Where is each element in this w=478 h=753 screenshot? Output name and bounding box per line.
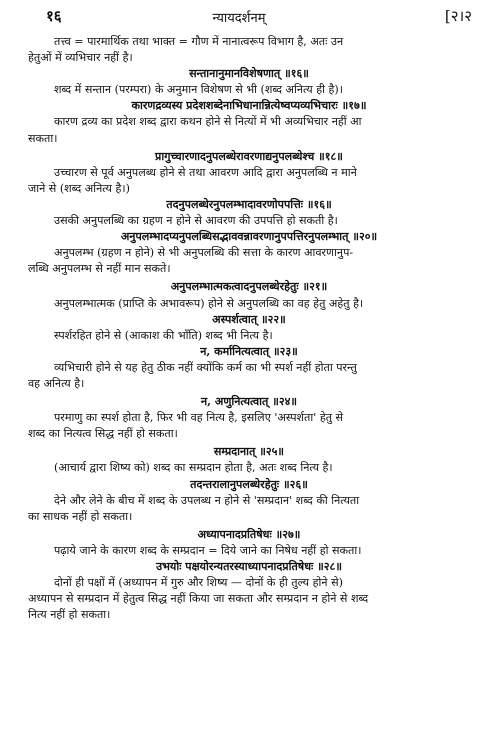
text-line: वह अनित्य है।	[28, 376, 85, 390]
text-line: सकता।	[28, 131, 58, 145]
sutra-heading: अध्यापनादप्रतिषेधः ॥२७॥	[197, 527, 301, 541]
sutra-heading: तदनुपलब्धेरनुपलम्भादावरणोपपत्तिः ॥१६॥	[166, 197, 332, 211]
sutra-heading: न, कर्मानित्यत्वात् ॥२३॥	[200, 344, 298, 358]
page-body	[28, 34, 470, 623]
text-line: शब्द में सन्तान (परम्परा) के अनुमान विशेषण से भी (शब्द अनित्य ही है)।	[54, 83, 343, 97]
text-line: शब्द का नित्यत्व सिद्ध नहीं हो सकता।	[28, 427, 178, 441]
text-line: कारण द्रव्य का प्रदेश शब्द द्वारा कथन होने से नित्यों में भी अव्यभिचार नहीं आ	[54, 115, 362, 129]
sutra-heading: कारणद्रव्यस्य प्रदेशशब्देनाभिधानान्नित्येष्वप्यव्यभिचारः ॥१७॥	[131, 99, 367, 113]
text-line: दोनों ही पक्षों में (अध्यापन में गुरु और शिष्य — दोनों के ही तुल्य होने से)	[54, 576, 343, 590]
page-header	[0, 0, 478, 34]
sutra-heading: अनुपलम्भात्मकत्वादनुपलब्धेरहेतुः ॥२१॥	[170, 280, 328, 294]
text-line: उच्चारण से पूर्व अनुपलब्ध होने से तथा आवरण आदि द्वारा अनुपलब्धि न माने	[54, 165, 357, 179]
sutra-heading: प्रागुच्चारणादनुपलब्धेरावरणाद्यनुपलब्धेश्च ॥१८॥	[155, 149, 343, 163]
text-line: देने और लेने के बीच में शब्द के उपलब्ध न होने से 'सम्प्रदान' शब्द की नित्यता	[54, 493, 360, 507]
text-line: नित्य नहीं हो सकता।	[28, 608, 111, 622]
text-line: परमाणु का स्पर्श होता है, फिर भी वह नित्य है, इसलिए 'अस्पर्शता' हेतु से	[54, 411, 344, 425]
sutra-heading: उभयोः पक्षयोरन्यतरस्याध्यापनादप्रतिषेधः ॥२८॥	[156, 560, 342, 573]
text-line: का साधक नहीं हो सकता।	[28, 509, 133, 523]
sutra-heading: सम्प्रदानात् ॥२५॥	[213, 445, 285, 459]
text-line: उसकी अनुपलब्धि का ग्रहण न होने से आवरण की उपपत्ति हो सकती है।	[54, 214, 338, 228]
text-line: पढ़ाये जाने के कारण शब्द के सम्प्रदान = दिये जाने का निषेध नहीं हो सकता।	[54, 543, 362, 557]
text-line: जाने से (शब्द अनित्य है।)	[28, 181, 130, 195]
text-line: लब्धि अनुपलम्भ से नहीं मान सकते।	[28, 262, 171, 276]
sutra-heading: अस्पर्शत्वात् ॥२२॥	[212, 312, 286, 326]
section-reference: [२।२	[444, 7, 472, 25]
text-line: तत्त्व = पारमार्थिक तथा भाक्त = गौण में नानात्वरूप विभाग है, अतः उन	[54, 35, 344, 48]
text-line: (आचार्य द्वारा शिष्य को) शब्द का सम्प्रदान होता है, अतः शब्द नित्य है।	[54, 461, 333, 475]
running-title: न्यायदर्शनम्	[212, 11, 266, 26]
text-line: स्पर्शरहित होने से (आकाश की भाँति) शब्द भी नित्य है।	[54, 328, 273, 342]
text-line: अनुपलम्भ (ग्रहण न होने) से भी अनुपलब्धि की सत्ता के कारण आवरणानुप-	[54, 246, 354, 260]
text-line: व्यभिचारी होने से यह हेतु ठीक नहीं क्योंकि कर्म का भी स्पर्श नहीं होता परन्तु	[54, 360, 357, 374]
sutra-heading: न, अणुनित्यत्वात् ॥२४॥	[200, 395, 298, 409]
text-line: अनुपलम्भात्मक (प्राप्ति के अभावरूप) होने से अनुपलब्धि का वह हेतु अहेतु है।	[54, 296, 364, 310]
page-number: १६	[46, 7, 62, 25]
sutra-heading: तदन्तरालानुपलब्धेरहेतुः ॥२६॥	[190, 477, 308, 491]
text-line: हेतुओं में व्यभिचार नहीं है।	[28, 51, 133, 65]
sutra-heading: अनुपलम्भादप्यनुपलब्धिसद्भाववन्नावरणानुपपत्तिरनुपलम्भात् ॥२०॥	[120, 230, 378, 244]
text-line: अध्यापन से सम्प्रदान में हेतुत्व सिद्ध नहीं किया जा सकता और सम्प्रदान न होने से शब्द	[28, 592, 369, 606]
sutra-heading: सन्तानानुमानविशेषणात् ॥१६॥	[189, 67, 309, 81]
